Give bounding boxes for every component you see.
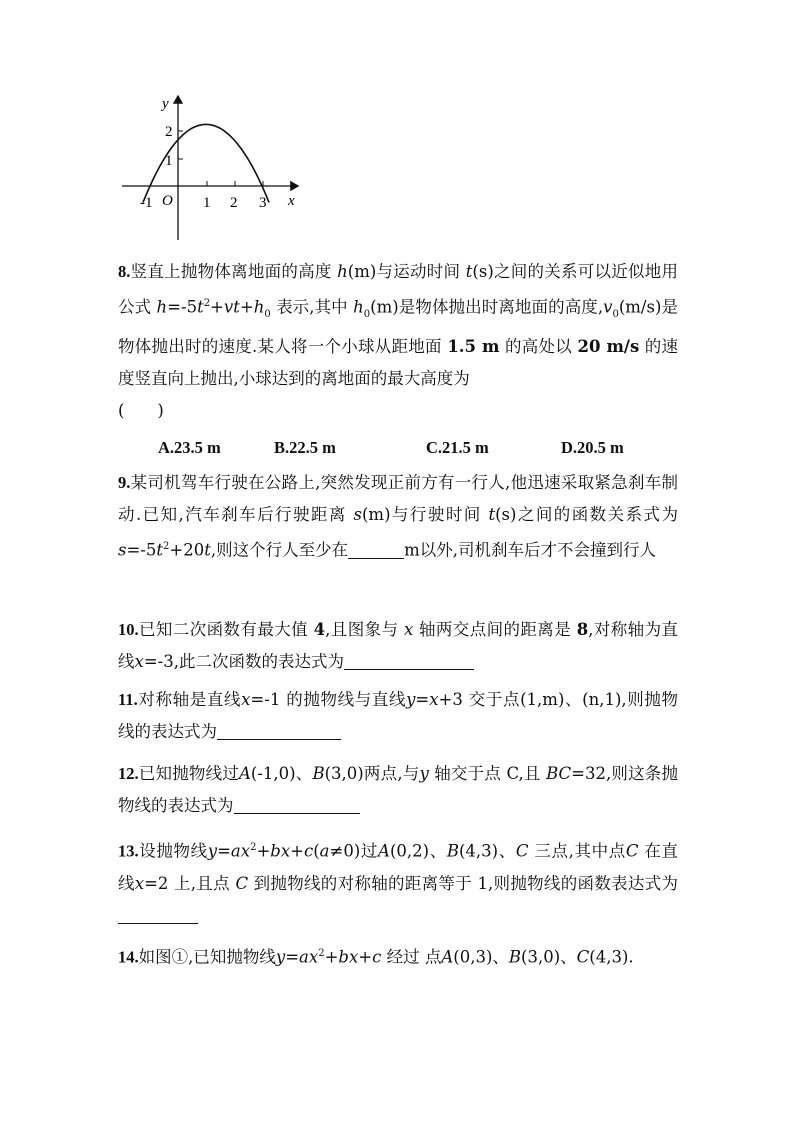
answer-blank[interactable]	[217, 721, 341, 740]
answer-blank[interactable]	[344, 651, 474, 670]
question-9: 9.某司机驾车行驶在公路上,突然发现正前方有一行人,他迅速采取紧急刹车制动.已知,汽车刹车后行驶距离 s(m)与行驶时间 t(s)之间的函数关系式为$s=-5t^2+20t$,则这个行人至少在 m以外,司机刹车后才不会撞到行人	[118, 473, 678, 560]
answer-blank[interactable]	[348, 540, 404, 559]
origin-label: O	[162, 193, 173, 209]
option-a[interactable]: A.23.5 m	[158, 438, 221, 457]
x-tick-label: 2	[230, 195, 238, 211]
question-8: 8.竖直上抛物体离地面的高度 h(m)与运动时间 t(s)之间的关系可以近似地用公式 $h=-5t^2+vt+h_0$ 表示,其中 $h_0(m)$是物体抛出时离地面的高度$,v_0(m/s)$是物体抛出时的速度.某人将一个小球从距地面 1.5 m 的高处以 20 m/s 的速度竖直向上抛出,小球达到的离地面的最大高度为 ( )	[118, 262, 679, 420]
answer-blank[interactable]	[118, 905, 198, 924]
x-tick-label: 1	[203, 195, 211, 211]
x-tick-label: -1	[140, 195, 153, 211]
option-c[interactable]: C.21.5 m	[426, 438, 489, 457]
parabola-curve	[143, 124, 269, 202]
question-14: 14.如图①,已知抛物线$y=ax^2+bx+c$ 经过 点A(0,3)、B(3,0)、C(4,3).	[118, 947, 634, 967]
x-tick-label: 3	[259, 195, 267, 211]
option-b[interactable]: B.22.5 m	[274, 438, 336, 457]
option-d[interactable]: D.20.5 m	[561, 438, 624, 457]
question-13: 13.设抛物线$y=ax^2+bx+c(a\ne 0)$过A(0,2)、B(4,3)、C 三点,其中点C 在直线x=2 上,且点 C 到抛物线的对称轴的距离等于 1,则抛物线的函数表达式为	[118, 832, 678, 932]
answer-paren: ( )	[118, 400, 164, 420]
y-axis-label: y	[162, 96, 169, 112]
y-tick-label: 2	[165, 124, 173, 140]
question-11: 11.对称轴是直线x=-1 的抛物线与直线y=x+3 交于点(1,m)、(n,1),则抛物线的表达式为	[118, 690, 678, 741]
parabola-graph	[110, 88, 310, 248]
x-axis-label: x	[288, 193, 295, 209]
question-10: 10.已知二次函数有最大值 4,且图象与 x 轴两交点间的距离是 8,对称轴为直线x=-3,此二次函数的表达式为	[118, 620, 678, 671]
answer-blank[interactable]	[234, 795, 360, 814]
question-12: 12.已知抛物线过A(-1,0)、B(3,0)两点,与y 轴交于点 C,且 BC=32,则这条抛物线的表达式为	[118, 764, 678, 815]
y-tick-label: 1	[165, 153, 173, 169]
